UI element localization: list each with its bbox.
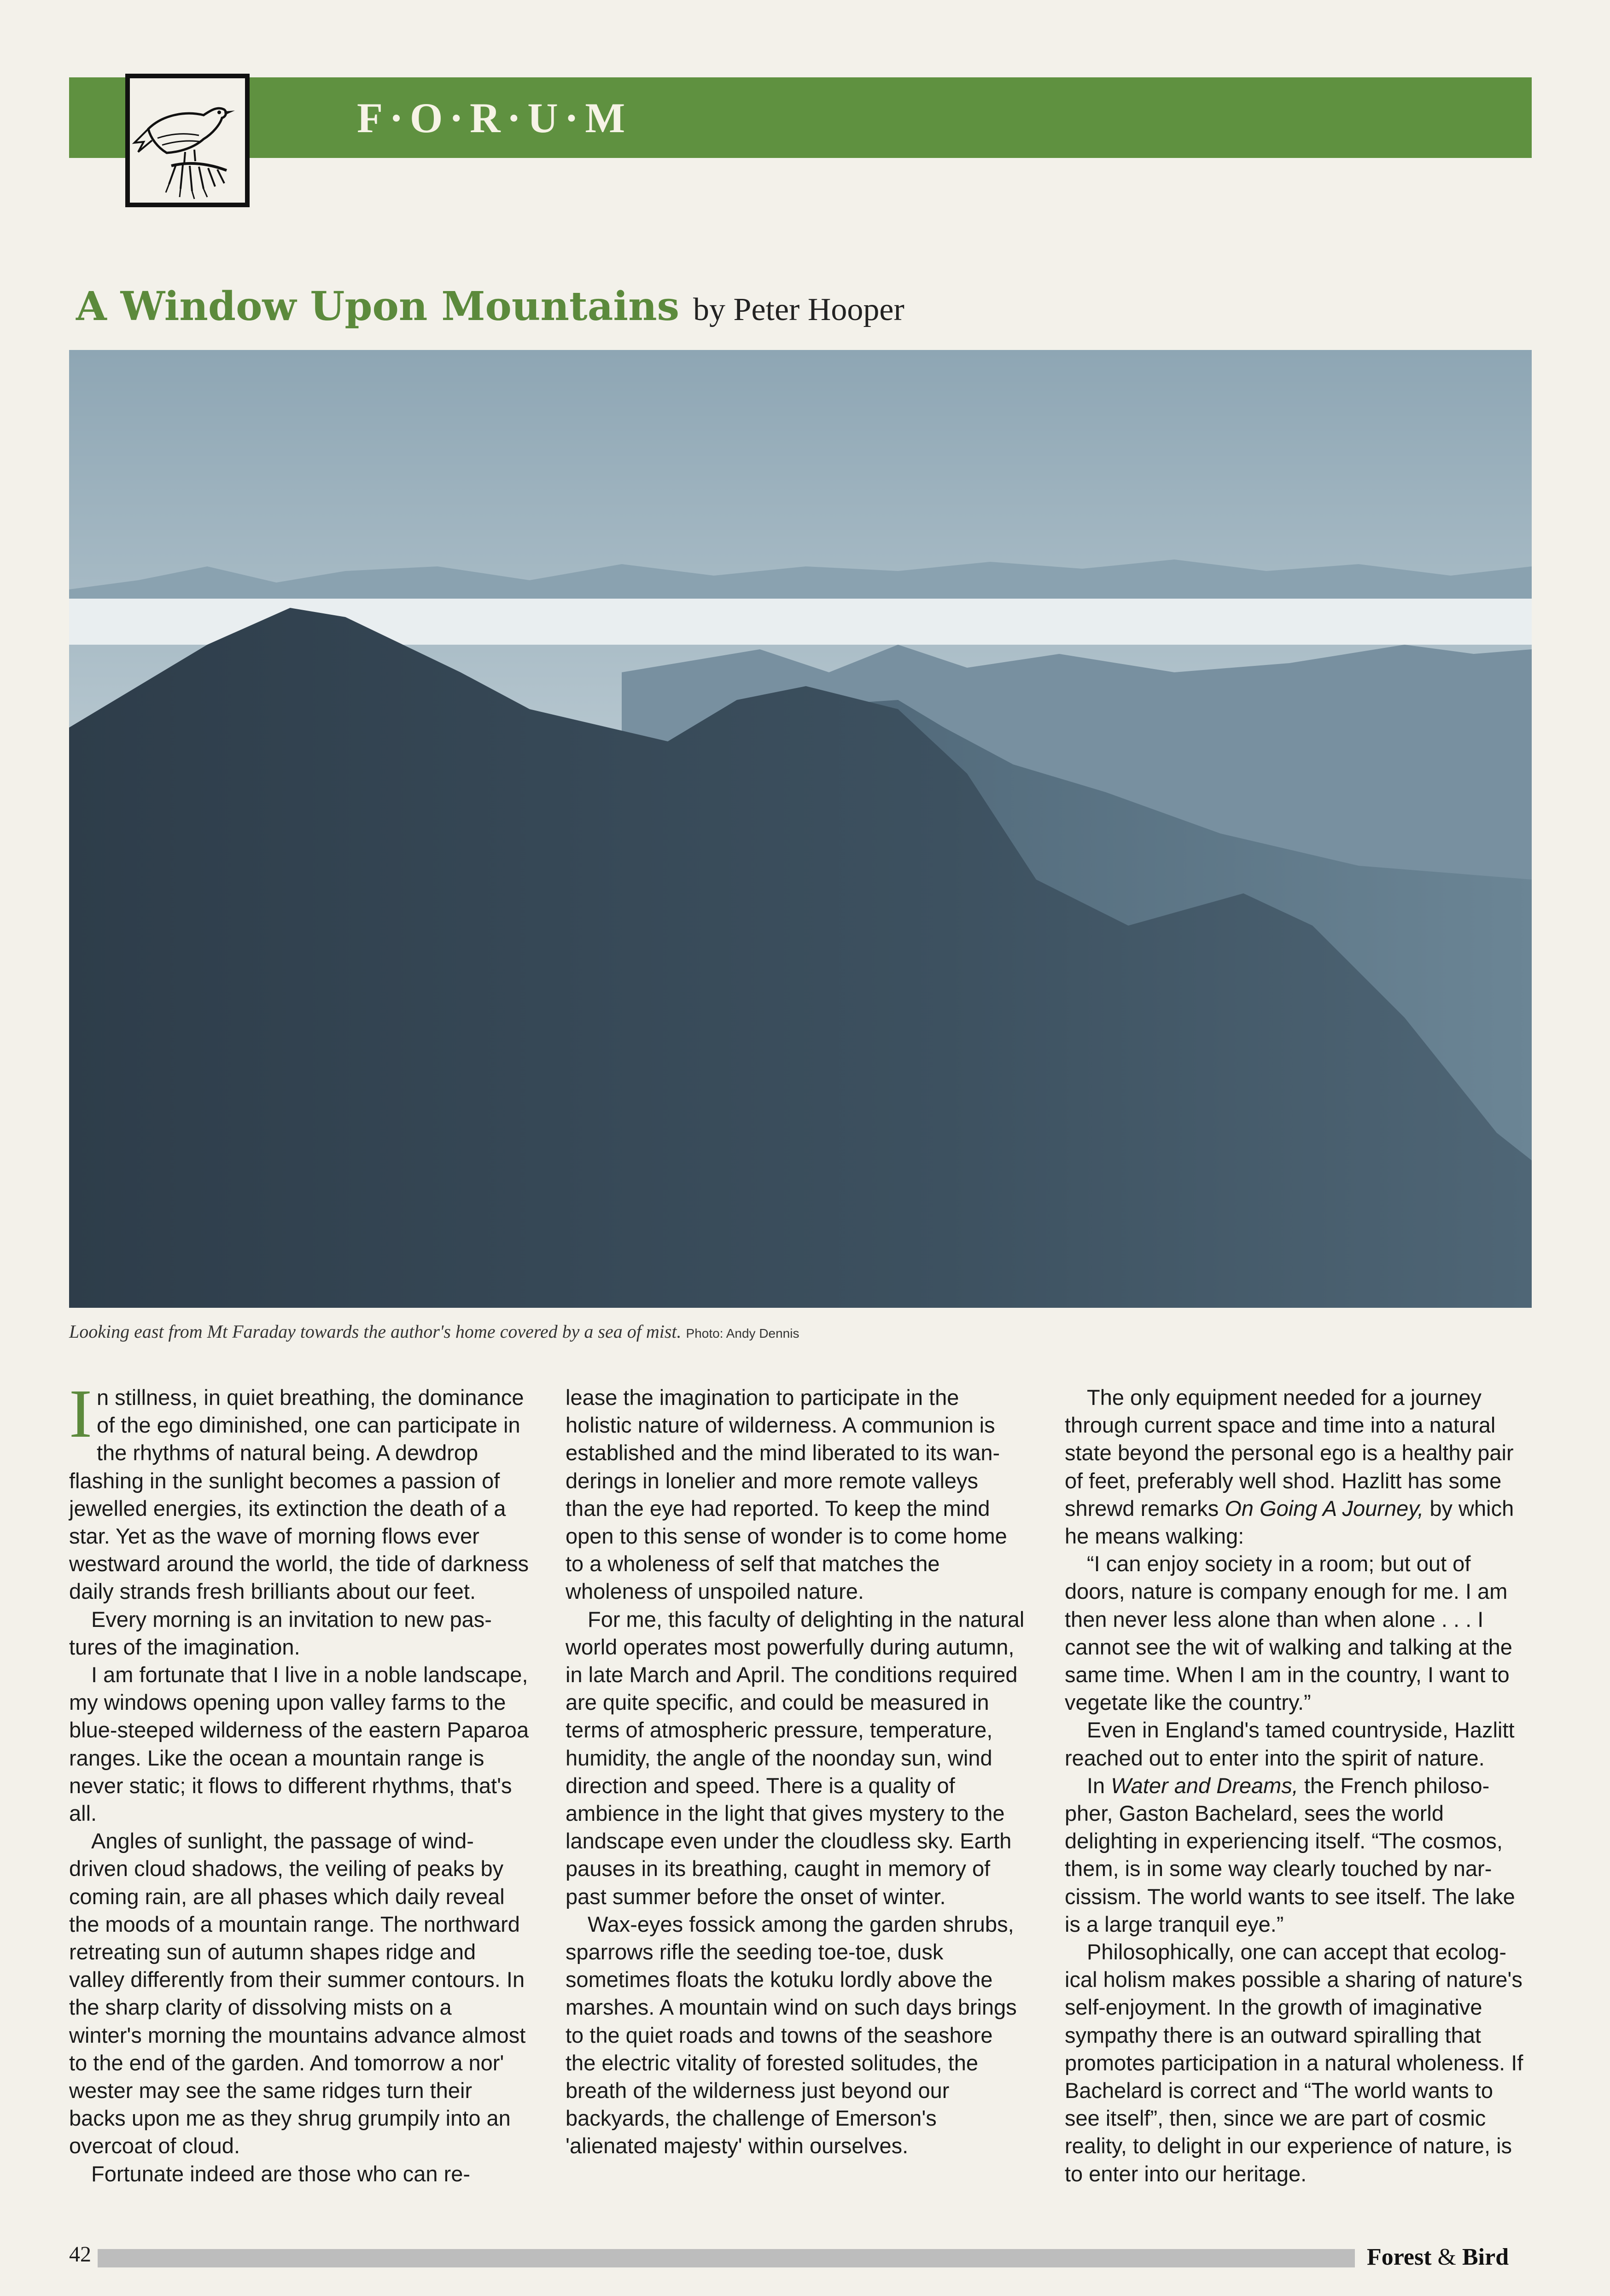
drop-cap: I bbox=[69, 1375, 92, 1452]
paragraph: Even in England's tamed countryside, Hazlitt reached out to enter into the spirit of nature. bbox=[1065, 1718, 1515, 1770]
body-column-3 bbox=[1065, 1384, 1525, 2188]
paragraph: In stillness, in quiet breathing, the dominance of the ego diminished, one can participate in the rhythms of natural being. A dewdrop flashing in the sunlight becomes a passion of jewelled energies, its extinction the death of a star. Yet as the wave of morning flows ever westward around the world, the tide of darkness daily strands fresh brilliants about our feet. bbox=[69, 1375, 529, 1604]
paragraph: lease the imagination to participate in the holistic nature of wilderness. A communion is established and the mind liberated to its wanderings in lonelier and more remote valleys than the eye had reported. To keep the mind open to this sense of wonder is to come home to a wholeness of self that matches the wholeness of unspoiled nature. bbox=[566, 1385, 1007, 1604]
paragraph: Wax-eyes fossick among the garden shrubs, sparrows rifle the seeding toe-toe, dusk sometimes floats the kotuku lordly above the marshes. A mountain wind on such days brings to the quiet roads and towns of the seashore the electric vitality of forested solitudes, the breath of the wilderness just beyond our backyards, the challenge of Emerson's 'alienated majesty' within ourselves. bbox=[566, 1911, 1017, 2158]
caption-text: Looking east from Mt Faraday towards the author's home covered by a sea of mist. bbox=[69, 1321, 682, 1342]
quote-paragraph: “I can enjoy society in a room; but out of doors, nature is company enough for me. I am then never less alone than when alone . . . I cannot see the wit of walking and talking at the same time. When I am in the country, I want to vegetate like the country.” bbox=[1065, 1551, 1512, 1715]
mountain-photo bbox=[69, 350, 1532, 1308]
paragraph: The only equipment needed for a journey through current space and time into a natural state beyond the personal ego is a healthy pair of feet, preferably well shod. Hazlitt has some shrewd remarks On Going A Journey, by which he means walking: bbox=[1065, 1385, 1514, 1549]
paragraph: Every morning is an invitation to new pastures of the imagination. bbox=[69, 1607, 492, 1659]
magazine-name: Forest & Bird bbox=[1367, 2244, 1509, 2270]
paragraph: Philosophically, one can accept that ecological holism makes possible a sharing of nature's self-enjoyment. In the growth of imaginative sympathy there is an outward spiralling that promotes participation in a natural wholeness. If Bachelard is correct and “The world wants to see itself”, then, since we are part of cosmic reality, to delight in our experience of nature, is to enter into our heritage. bbox=[1065, 1940, 1523, 2186]
paragraph: For me, this faculty of delighting in the natural world operates most powerfully during autumn, in late March and April. The conditions required are quite specific, and could be measured in terms of atmospheric pressure, temperature, humidity, the angle of the noonday sun, wind direction and speed. There is a quality of ambience in the light that gives mystery to the landscape even under the cloudless sky. Earth pauses in its breathing, caught in memory of past summer before the onset of winter. bbox=[566, 1607, 1025, 1909]
section-banner bbox=[69, 77, 1532, 158]
body-column-2 bbox=[566, 1384, 1026, 2160]
article-headline bbox=[76, 283, 904, 338]
paragraph: Angles of sunlight, the passage of wind-driven cloud shadows, the veiling of peaks by coming rain, are all phases which daily reveal the moods of a mountain range. The northward retreating sun of autumn shapes ridge and valley differently from their summer contours. In the sharp clarity of dissolving mists on a winter's morning the mountains advance almost to the end of the garden. And tomorrow a nor' wester may see the same ridges turn their backs upon me as they shrug grumpily into an overcoat of cloud. bbox=[69, 1829, 526, 2158]
article-title: A Window Upon Mountains bbox=[76, 283, 680, 330]
body-column-1 bbox=[69, 1375, 530, 2188]
article-byline: by Peter Hooper bbox=[693, 292, 904, 327]
page-number: 42 bbox=[69, 2242, 91, 2267]
bird-on-branch-icon bbox=[125, 74, 250, 207]
book-title: On Going A Journey, bbox=[1225, 1496, 1424, 1521]
photo-caption bbox=[69, 1321, 1532, 1342]
book-title: Water and Dreams, bbox=[1111, 1773, 1298, 1798]
photo-credit: Photo: Andy Dennis bbox=[686, 1326, 799, 1340]
paragraph: In Water and Dreams, the French philosopher, Gaston Bachelard, sees the world delighting in experiencing itself. “The cosmos, them, is in some way clearly touched by narcissism. The world wants to see itself. The lake is a large tranquil eye.” bbox=[1065, 1773, 1515, 1936]
footer-rule bbox=[98, 2249, 1355, 2267]
paragraph: I am fortunate that I live in a noble landscape, my windows opening upon valley farms to the blue-steeped wilderness of the eastern Paparoa ranges. Like the ocean a mountain range is never static; it flows to different rhythms, that's all. bbox=[69, 1662, 529, 1826]
section-title: F·O·R·U·M bbox=[357, 94, 632, 141]
paragraph: Fortunate indeed are those who can re- bbox=[91, 2161, 471, 2186]
